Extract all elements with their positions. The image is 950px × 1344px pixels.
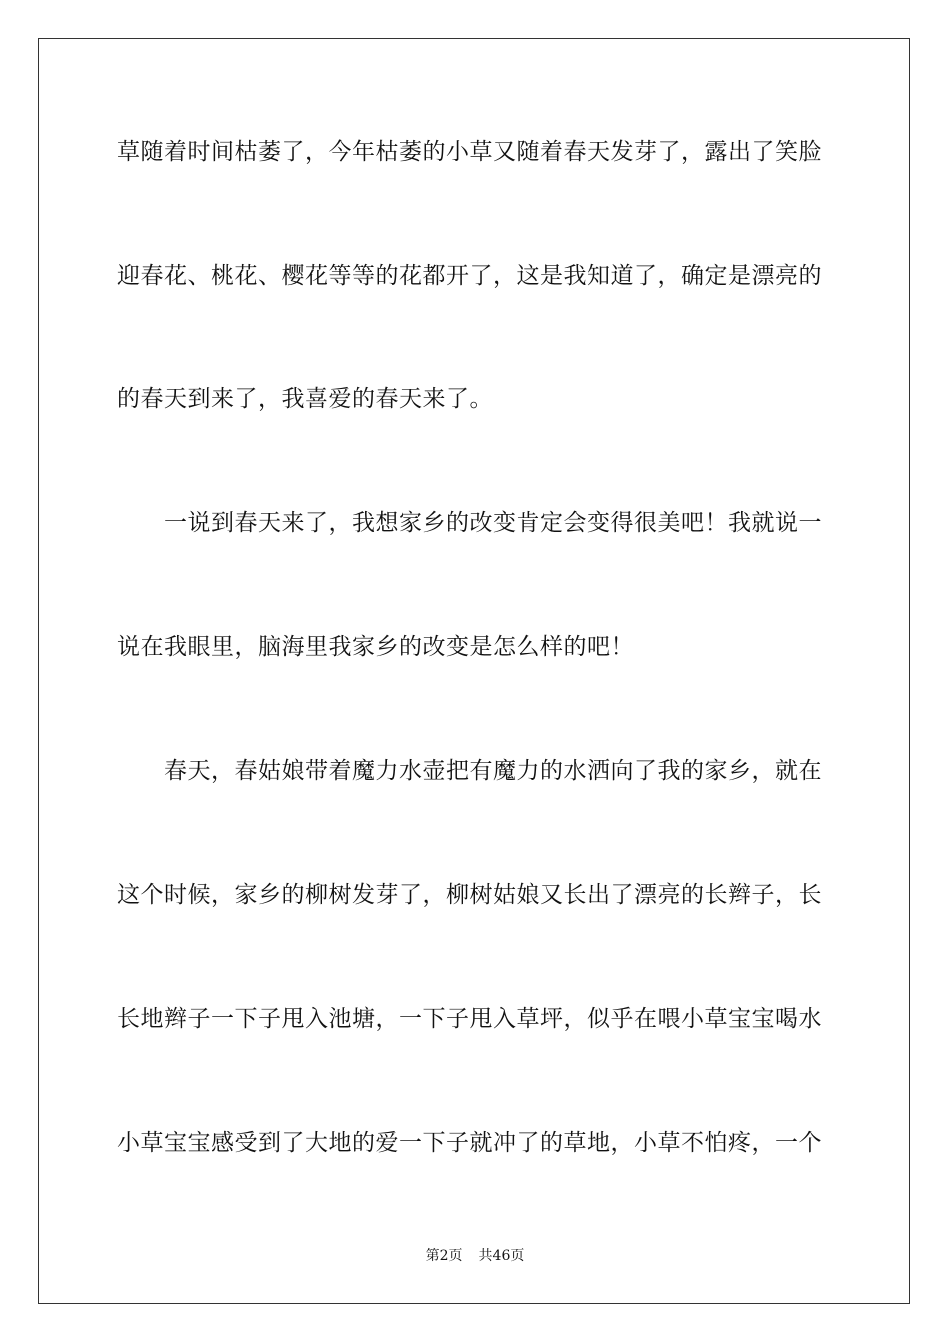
text-line: 长地辫子一下子甩入池塘，一下子甩入草坪，似乎在喂小草宝宝喝水 xyxy=(117,1006,822,1032)
page-border xyxy=(38,38,910,1304)
page-number: 第2页 xyxy=(425,1248,463,1264)
text-line: 春天，春姑娘带着魔力水壶把有魔力的水洒向了我的家乡，就在 xyxy=(117,758,822,784)
text-line: 这个时候，家乡的柳树发芽了，柳树姑娘又长出了漂亮的长辫子，长 xyxy=(117,882,822,908)
text-line: 说在我眼里，脑海里我家乡的改变是怎么样的吧！ xyxy=(117,634,634,660)
page-total: 共46页 xyxy=(478,1248,525,1264)
text-line: 一说到春天来了，我想家乡的改变肯定会变得很美吧！我就说一 xyxy=(117,510,822,536)
page-footer xyxy=(0,1246,950,1266)
text-line: 小草宝宝感受到了大地的爱一下子就冲了的草地，小草不怕疼，一个 xyxy=(117,1130,822,1156)
text-line: 的春天到来了，我喜爱的春天来了。 xyxy=(117,386,493,412)
text-line: 迎春花、桃花、樱花等等的花都开了，这是我知道了，确定是漂亮的 xyxy=(117,263,822,289)
text-line: 草随着时间枯萎了，今年枯萎的小草又随着春天发芽了，露出了笑脸 xyxy=(117,139,822,165)
